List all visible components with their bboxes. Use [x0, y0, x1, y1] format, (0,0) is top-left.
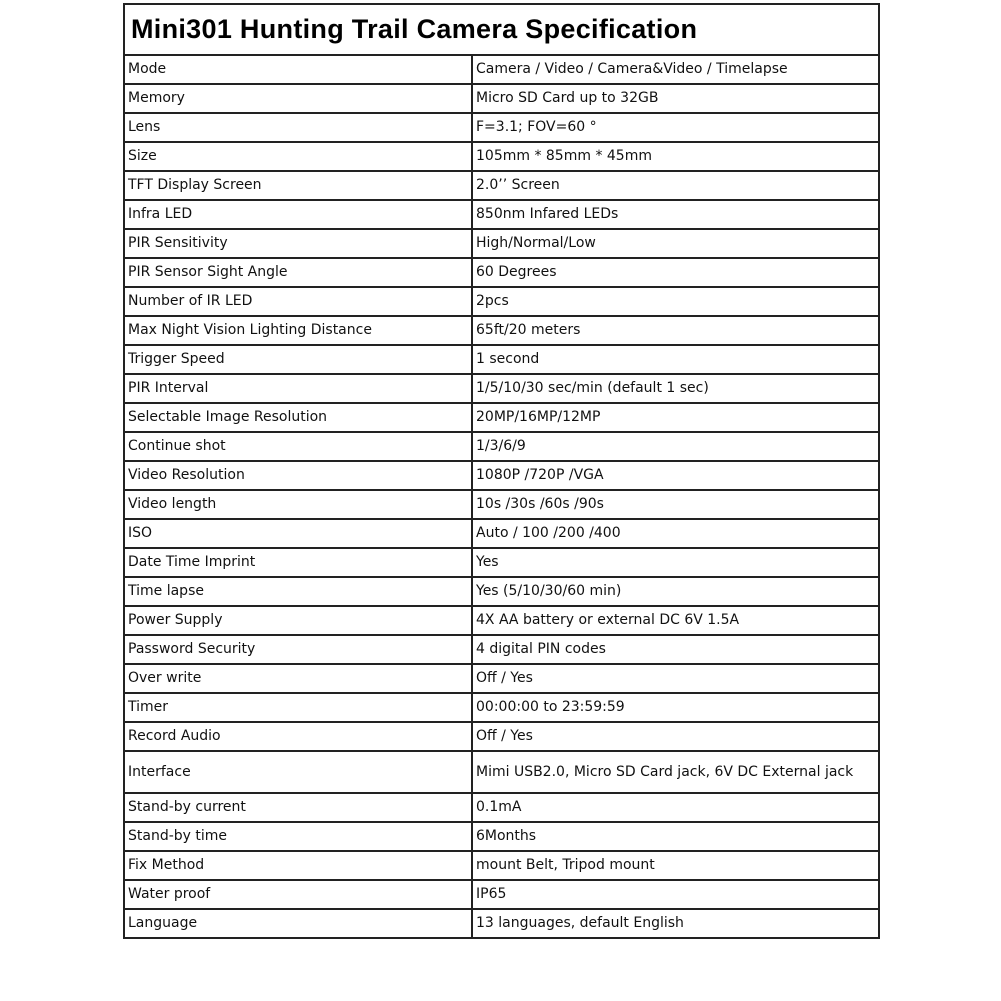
spec-label: Interface [124, 751, 472, 793]
table-row [124, 635, 879, 664]
table-row [124, 822, 879, 851]
table-row [124, 606, 879, 635]
spec-label: Record Audio [124, 722, 472, 751]
spec-label: Password Security [124, 635, 472, 664]
spec-label: Mode [124, 55, 472, 84]
spec-label: Continue shot [124, 432, 472, 461]
spec-value: 850nm Infared LEDs [472, 200, 879, 229]
table-row [124, 258, 879, 287]
table-row [124, 664, 879, 693]
table-row [124, 722, 879, 751]
spec-value: Camera / Video / Camera&Video / Timelapse [472, 55, 879, 84]
table-row [124, 693, 879, 722]
spec-label: Fix Method [124, 851, 472, 880]
spec-value: 6Months [472, 822, 879, 851]
table-row [124, 490, 879, 519]
spec-value: Yes [472, 548, 879, 577]
spec-value: 1/3/6/9 [472, 432, 879, 461]
spec-label: PIR Sensitivity [124, 229, 472, 258]
spec-value: 4X AA battery or external DC 6V 1.5A [472, 606, 879, 635]
spec-value: 00:00:00 to 23:59:59 [472, 693, 879, 722]
spec-value: Off / Yes [472, 664, 879, 693]
table-row [124, 171, 879, 200]
table-row [124, 200, 879, 229]
spec-value: Mimi USB2.0, Micro SD Card jack, 6V DC External jack [472, 751, 879, 793]
title-row [124, 4, 879, 55]
spec-value: 1 second [472, 345, 879, 374]
spec-label: Stand-by time [124, 822, 472, 851]
spec-value: 2pcs [472, 287, 879, 316]
spec-label: Power Supply [124, 606, 472, 635]
spec-value: 10s /30s /60s /90s [472, 490, 879, 519]
spec-label: Max Night Vision Lighting Distance [124, 316, 472, 345]
table-row [124, 851, 879, 880]
table-row [124, 577, 879, 606]
table-row [124, 113, 879, 142]
spec-value: 4 digital PIN codes [472, 635, 879, 664]
spec-table [123, 3, 880, 939]
spec-value: mount Belt, Tripod mount [472, 851, 879, 880]
spec-value: 13 languages, default English [472, 909, 879, 938]
spec-value: 1080P /720P /VGA [472, 461, 879, 490]
spec-value: 65ft/20 meters [472, 316, 879, 345]
table-row [124, 403, 879, 432]
spec-label: Lens [124, 113, 472, 142]
table-row [124, 374, 879, 403]
table-row [124, 751, 879, 793]
table-row [124, 142, 879, 171]
spec-value: 20MP/16MP/12MP [472, 403, 879, 432]
spec-label: TFT Display Screen [124, 171, 472, 200]
spec-label: PIR Interval [124, 374, 472, 403]
spec-label: Timer [124, 693, 472, 722]
table-row [124, 432, 879, 461]
spec-value: Auto / 100 /200 /400 [472, 519, 879, 548]
spec-value: Micro SD Card up to 32GB [472, 84, 879, 113]
spec-label: Number of IR LED [124, 287, 472, 316]
table-row [124, 316, 879, 345]
spec-value: 0.1mA [472, 793, 879, 822]
table-row [124, 793, 879, 822]
spec-value: 1/5/10/30 sec/min (default 1 sec) [472, 374, 879, 403]
table-row [124, 345, 879, 374]
spec-label: Selectable Image Resolution [124, 403, 472, 432]
spec-label: Date Time Imprint [124, 548, 472, 577]
spec-value: IP65 [472, 880, 879, 909]
spec-title: Mini301 Hunting Trail Camera Specification [124, 4, 879, 55]
spec-value: F=3.1; FOV=60 ° [472, 113, 879, 142]
spec-label: PIR Sensor Sight Angle [124, 258, 472, 287]
table-row [124, 84, 879, 113]
table-row [124, 519, 879, 548]
spec-label: ISO [124, 519, 472, 548]
spec-label: Size [124, 142, 472, 171]
spec-label: Video length [124, 490, 472, 519]
table-row [124, 909, 879, 938]
spec-label: Language [124, 909, 472, 938]
spec-label: Trigger Speed [124, 345, 472, 374]
table-row [124, 287, 879, 316]
spec-value: Yes (5/10/30/60 min) [472, 577, 879, 606]
table-row [124, 229, 879, 258]
spec-label: Over write [124, 664, 472, 693]
spec-label: Time lapse [124, 577, 472, 606]
spec-value: 2.0’’ Screen [472, 171, 879, 200]
table-row [124, 548, 879, 577]
spec-value: 60 Degrees [472, 258, 879, 287]
spec-value: High/Normal/Low [472, 229, 879, 258]
spec-label: Video Resolution [124, 461, 472, 490]
spec-value: 105mm * 85mm * 45mm [472, 142, 879, 171]
spec-label: Infra LED [124, 200, 472, 229]
table-row [124, 461, 879, 490]
spec-value: Off / Yes [472, 722, 879, 751]
table-row [124, 880, 879, 909]
spec-label: Memory [124, 84, 472, 113]
spec-label: Stand-by current [124, 793, 472, 822]
spec-label: Water proof [124, 880, 472, 909]
table-row [124, 55, 879, 84]
